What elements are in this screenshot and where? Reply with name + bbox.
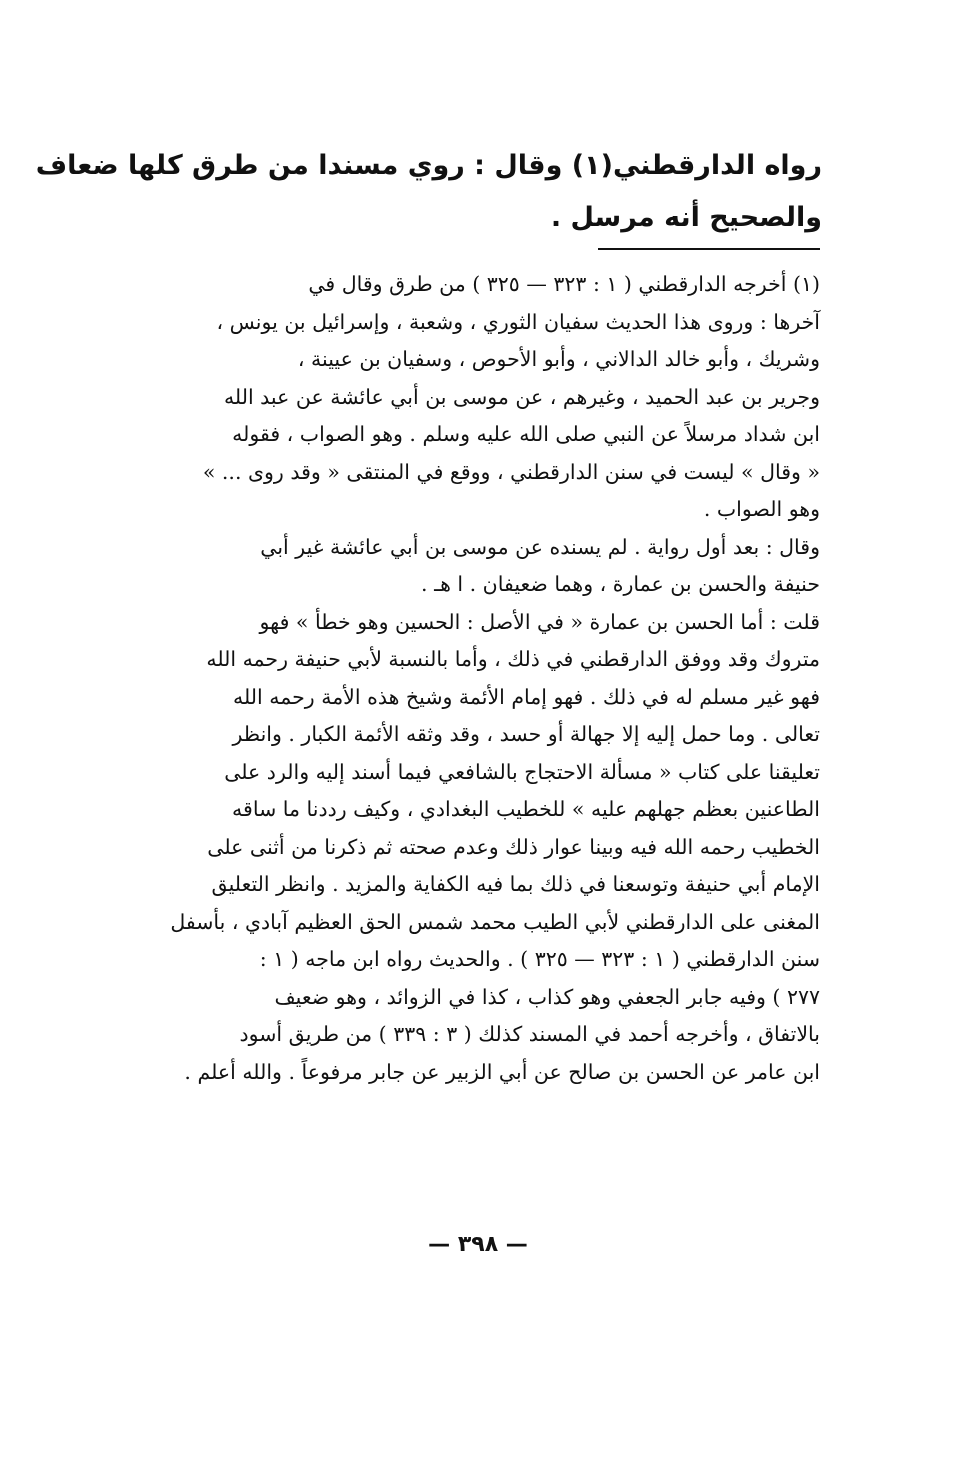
- footnote-line: ٢٧٧ ) وفيه جابر الجعفي وهو كذاب ، كذا في الزوائد ، وهو ضعيف: [274, 984, 820, 1009]
- main-text-line: رواه الدارقطني(١) وقال : روي مسندا من طرق كلها ضعاف: [35, 150, 822, 181]
- footnote-paragraph: [160, 529, 820, 604]
- footnote-line: تعليقنا على كتاب « مسألة الاحتجاج بالشافعي فيما أسند إليه والرد على: [224, 759, 820, 784]
- footnote-paragraph: [160, 604, 820, 1092]
- footnote-line: وشريك ، وأبو خالد الدالاني ، وأبو الأحوص ، وسفيان بن عيينة ،: [297, 347, 820, 371]
- footnote-line: الإمام أبي حنيفة وتوسعنا في ذلك بما فيه الكفاية والمزيد . وانظر التعليق: [211, 872, 820, 896]
- footnote-line: المغنى على الدارقطني لأبي الطيب محمد شمس الحق العظيم آبادي ، بأسفل: [170, 909, 820, 934]
- footnote-block: [160, 266, 820, 1091]
- footnote-line: سنن الدارقطني ( ١ : ٣٢٣ — ٣٢٥ ) . والحديث رواه ابن ماجه ( ١ :: [259, 947, 820, 971]
- footnote-line: متروك وقد ووفق الدارقطني في ذلك ، وأما بالنسبة لأبي حنيفة رحمه الله: [206, 647, 820, 671]
- footnote-line: فهو غير مسلم له في ذلك . فهو إمام الأئمة وشيخ هذه الأمة رحمه الله: [233, 684, 820, 709]
- footnote-line: الخطيب رحمه الله فيه وبينا عوار ذلك وعدم صحته ثم ذكرنا من أثنى على: [207, 834, 820, 859]
- main-text-line: والصحيح أنه مرسل .: [550, 202, 822, 233]
- footnote-line: « وقال » ليست في سنن الدارقطني ، ووقع في المنتقى « وقد روى ... »: [202, 459, 820, 484]
- footnote-line: آخرها : وروى هذا الحديث سفيان الثوري ، وشعبة ، وإسرائيل بن يونس ،: [216, 309, 820, 334]
- footnote-paragraph: [160, 266, 820, 529]
- footnote-line: وهو الصواب .: [703, 497, 820, 521]
- page-number: — ٣٩٨ —: [428, 1232, 528, 1257]
- footnote-line: الطاعنين بعظم جهلهم عليه » للخطيب البغدادي ، وكيف رددنا ما ساقه: [232, 797, 820, 821]
- main-text-block: [35, 140, 822, 244]
- footnote-divider: [598, 248, 820, 250]
- footnote-line: تعالى . وما حمل إليه إلا جهالة أو حسد ، وقد وثقه الأئمة الكبار . وانظر: [232, 722, 820, 746]
- footnote-line: وجرير بن عبد الحميد ، وغيرهم ، عن موسى بن أبي عائشة عن عبد الله: [223, 384, 820, 409]
- footnote-line: ابن شداد مرسلاً عن النبي صلى الله عليه وسلم . وهو الصواب ، فقوله: [232, 422, 820, 446]
- footnote-line: حنيفة والحسن بن عمارة ، وهما ضعيفان . ا هـ .: [421, 572, 820, 596]
- footnote-line: ابن عامر عن الحسن بن صالح عن أبي الزبير عن جابر مرفوعاً . والله أعلم .: [184, 1059, 820, 1084]
- footnote-line: قلت : أما الحسن بن عمارة « في الأصل : الحسين وهو خطأ » فهو: [259, 609, 820, 634]
- footnote-line: (١) أخرجه الدارقطني ( ١ : ٣٢٣ — ٣٢٥ ) من طرق وقال في: [308, 272, 820, 296]
- footnote-line: بالاتفاق ، وأخرجه أحمد في المسند كذلك ( ٣ : ٣٣٩ ) من طريق أسود: [239, 1022, 820, 1046]
- footnote-line: وقال : بعد أول رواية . لم يسنده عن موسى بن أبي عائشة غير أبي: [260, 534, 820, 559]
